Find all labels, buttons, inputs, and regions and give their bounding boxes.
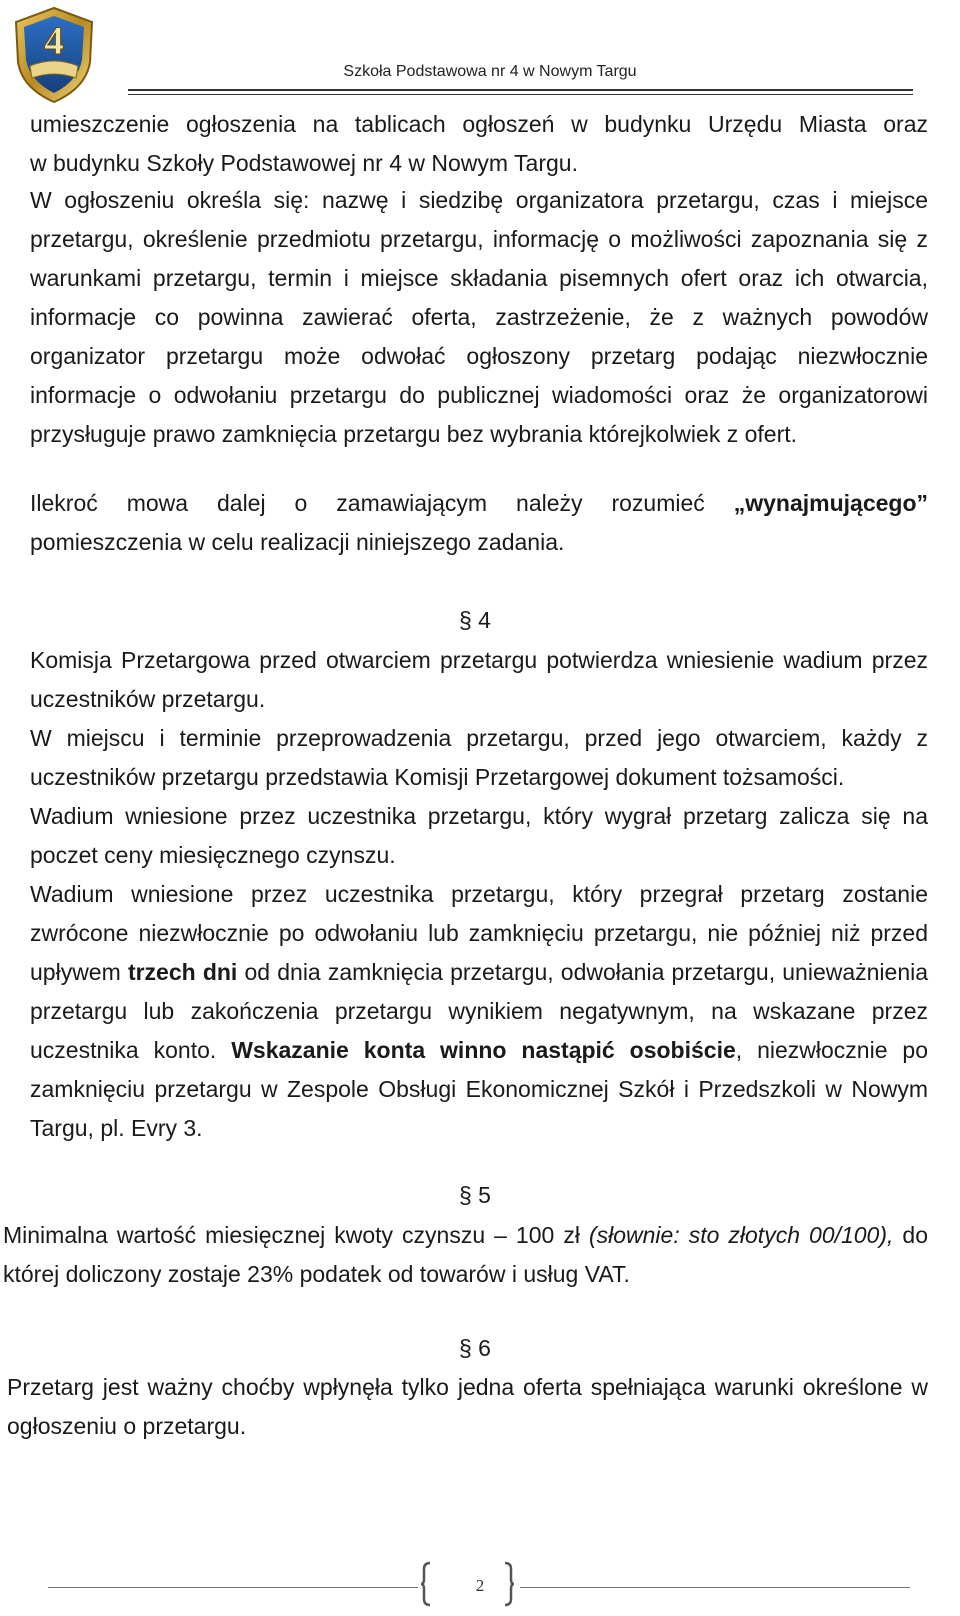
paragraph-3-text-b: pomieszczenia w celu realizacji niniejszego zadania.: [30, 529, 565, 555]
item-4-4-number: [0, 875, 30, 914]
item-4-2-text: W miejscu i terminie przeprowadzenia przetargu, przed jego otwarciem, każdy z uczestników przetargu przedstawia Komisji Przetargowej dokument tożsamości.: [30, 725, 928, 790]
section-5-text-b: do której doliczony zostaje 23% podatek od towarów i usług VAT.: [3, 1222, 929, 1287]
section-5-text-a: Minimalna wartość miesięcznej kwoty czynszu – 100 zł: [3, 1222, 580, 1248]
school-shield-logo-icon: [10, 4, 98, 104]
paragraph-2-number: [0, 181, 30, 220]
section-4-title: § 4: [459, 607, 491, 633]
section-5-text: [3, 1216, 928, 1294]
item-4-1-number: [0, 641, 30, 680]
paragraph-3-number: [0, 484, 30, 523]
paragraph-intro: [30, 105, 928, 183]
school-name-header: Szkoła Podstawowa nr 4 w Nowym Targu: [343, 63, 637, 80]
footer-rule-right: [520, 1587, 910, 1588]
item-4-4-bold-b: Wskazanie konta winno nastąpić osobiście: [231, 1037, 736, 1063]
paragraph-3-text-a: Ilekroć mowa dalej o zamawiającym należy rozumieć: [30, 490, 705, 516]
section-6-text: [7, 1368, 928, 1446]
paragraph-3: [0, 484, 928, 562]
paragraph-3-bold: „wynajmującego”: [733, 490, 929, 516]
item-4-1-text: Komisja Przetargowa przed otwarciem przetargu potwierdza wniesienie wadium przez uczestników przetargu.: [30, 647, 928, 712]
header-rule-thin: [128, 94, 913, 95]
item-4-4-text-c: , niezwłocznie po zamknięciu przetargu w Zespole Obsługi Ekonomicznej Szkół i Przedszkoli w Nowym Targu, pl. Evry 3.: [30, 1037, 929, 1141]
page-number: 2: [475, 1576, 485, 1595]
paragraph-2: [0, 181, 928, 454]
item-4-3-text: Wadium wniesione przez uczestnika przetargu, który wygrał przetarg zalicza się na poczet ceny miesięcznego czynszu.: [30, 803, 928, 868]
paragraph-2-text: W ogłoszeniu określa się: nazwę i siedzibę organizatora przetargu, czas i miejsce przetargu, określenie przedmiotu przetargu, informację o możliwości zapoznania się z warunkami przetargu, termin i miejsce składania pisemnych ofert oraz ich otwarcia, informacje co powinna zawierać oferta, zastrzeżenie, że z ważnych powodów organizator przetargu może odwołać ogłoszony przetarg podając niezwłocznie informacje o odwołaniu przetargu do publicznej wiadomości oraz że organizatorowi przysługuje prawo zamknięcia przetargu bez wybrania którejkolwiek z ofert.: [30, 187, 928, 447]
item-4-3-number: [0, 797, 30, 836]
footer-rule-left: [48, 1587, 418, 1588]
left-brace-icon: [420, 1561, 432, 1607]
item-4-4-text-b: od dnia zamknięcia przetargu, odwołania przetargu, unieważnienia przetargu lub zakończenia przetargu wynikiem negatywnym, na wskazane przez uczestnika konto.: [30, 959, 929, 1063]
intro-line-2: w budynku Szkoły Podstawowej nr 4 w Nowym Targu.: [30, 150, 578, 176]
item-4-2-number: [0, 719, 30, 758]
intro-line-1: umieszczenie ogłoszenia na tablicach ogłoszeń w budynku Urzędu Miasta oraz: [30, 111, 928, 137]
logo-number: 4: [44, 18, 64, 63]
section-6-title: § 6: [459, 1335, 491, 1361]
section-6-paragraph: Przetarg jest ważny choćby wpłynęła tylko jedna oferta spełniająca warunki określone w ogłoszeniu o przetargu.: [7, 1374, 928, 1439]
section-4-list: [0, 641, 928, 1148]
section-5-italic: (słownie: sto złotych 00/100),: [588, 1222, 894, 1248]
item-4-4-bold-a: trzech dni: [127, 959, 238, 985]
section-5-title: § 5: [459, 1182, 491, 1208]
item-4-4-text-a: Wadium wniesione przez uczestnika przetargu, który przegrał przetarg zostanie zwrócone niezwłocznie po odwołaniu lub zamknięciu przetargu, nie później niż przed upływem: [30, 881, 928, 985]
header-rule: [128, 89, 913, 91]
right-brace-icon: [503, 1561, 515, 1607]
